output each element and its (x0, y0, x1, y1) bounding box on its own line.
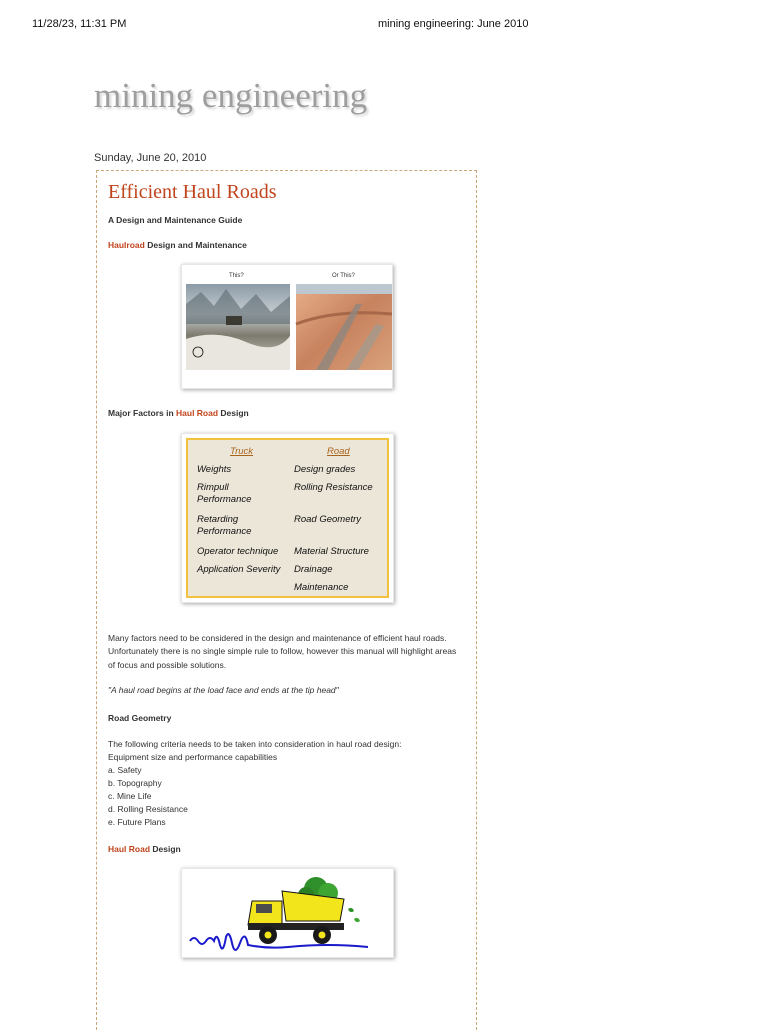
road-geometry-heading: Road Geometry (108, 713, 172, 723)
road-header: Road (327, 446, 350, 457)
print-page-title: mining engineering: June 2010 (378, 18, 529, 30)
section-major-factors (108, 407, 249, 420)
road-item: Drainage (294, 564, 333, 575)
section-text: Design and Maintenance (144, 240, 247, 250)
road-item: Rolling Resistance (294, 482, 373, 493)
truck-item: Retarding Performance (197, 514, 252, 537)
rough-road-photo (186, 284, 290, 370)
haul-road-link[interactable]: Haul Road (176, 408, 219, 418)
criteria-item: c. Mine Life (108, 791, 152, 801)
truck-item: Application Severity (197, 564, 281, 575)
photo-left-label: This? (229, 273, 244, 279)
date-header: Sunday, June 20, 2010 (94, 152, 207, 164)
quote: "A haul road begins at the load face and ends at the tip head" (108, 685, 339, 695)
truck-header: Truck (230, 446, 254, 457)
intro-paragraph: Many factors need to be considered in the design and maintenance of efficient haul roads. Unfortunately there is no single simple rule to follow, however this manual will highlight areas of focus and possible solutions. (108, 633, 457, 670)
section-text: Design (218, 408, 249, 418)
post (96, 170, 477, 1030)
section-lead: Major Factors in (108, 408, 177, 418)
photo-right-label: Or This? (332, 273, 355, 279)
haul-truck-image[interactable] (181, 868, 394, 958)
section-haulroad-design (108, 239, 247, 252)
criteria-sub: Equipment size and performance capabilities (108, 752, 278, 762)
factors-table (186, 438, 389, 598)
truck-item: Rimpull Performance (197, 482, 252, 505)
criteria-intro: The following criteria needs to be taken into consideration in haul road design: (108, 739, 402, 749)
smooth-road-photo (292, 284, 396, 370)
road-item: Maintenance (294, 582, 349, 593)
haulroad-link[interactable]: Haulroad (108, 240, 145, 250)
post-subtitle: A Design and Maintenance Guide (108, 215, 243, 225)
major-factors-image[interactable] (181, 433, 394, 603)
truck-item: Operator technique (197, 546, 279, 557)
print-datetime: 11/28/23, 11:31 PM (32, 18, 127, 30)
haul-truck-clipart (182, 869, 393, 957)
criteria-item: d. Rolling Resistance (108, 804, 188, 814)
criteria-item: b. Topography (108, 778, 162, 788)
road-item: Design grades (294, 464, 356, 475)
haulroad-photos-image[interactable] (181, 264, 393, 389)
section-text: Design (150, 844, 181, 854)
truck-item: Weights (197, 464, 232, 475)
section-haul-road-design (108, 843, 181, 856)
criteria-item: a. Safety (108, 765, 142, 775)
blog-title[interactable]: mining engineering (94, 76, 368, 115)
road-item: Road Geometry (294, 514, 362, 525)
road-item: Material Structure (294, 546, 369, 557)
post-title[interactable]: Efficient Haul Roads (108, 181, 277, 203)
criteria-item: e. Future Plans (108, 817, 166, 827)
haul-road-link[interactable]: Haul Road (108, 844, 151, 854)
